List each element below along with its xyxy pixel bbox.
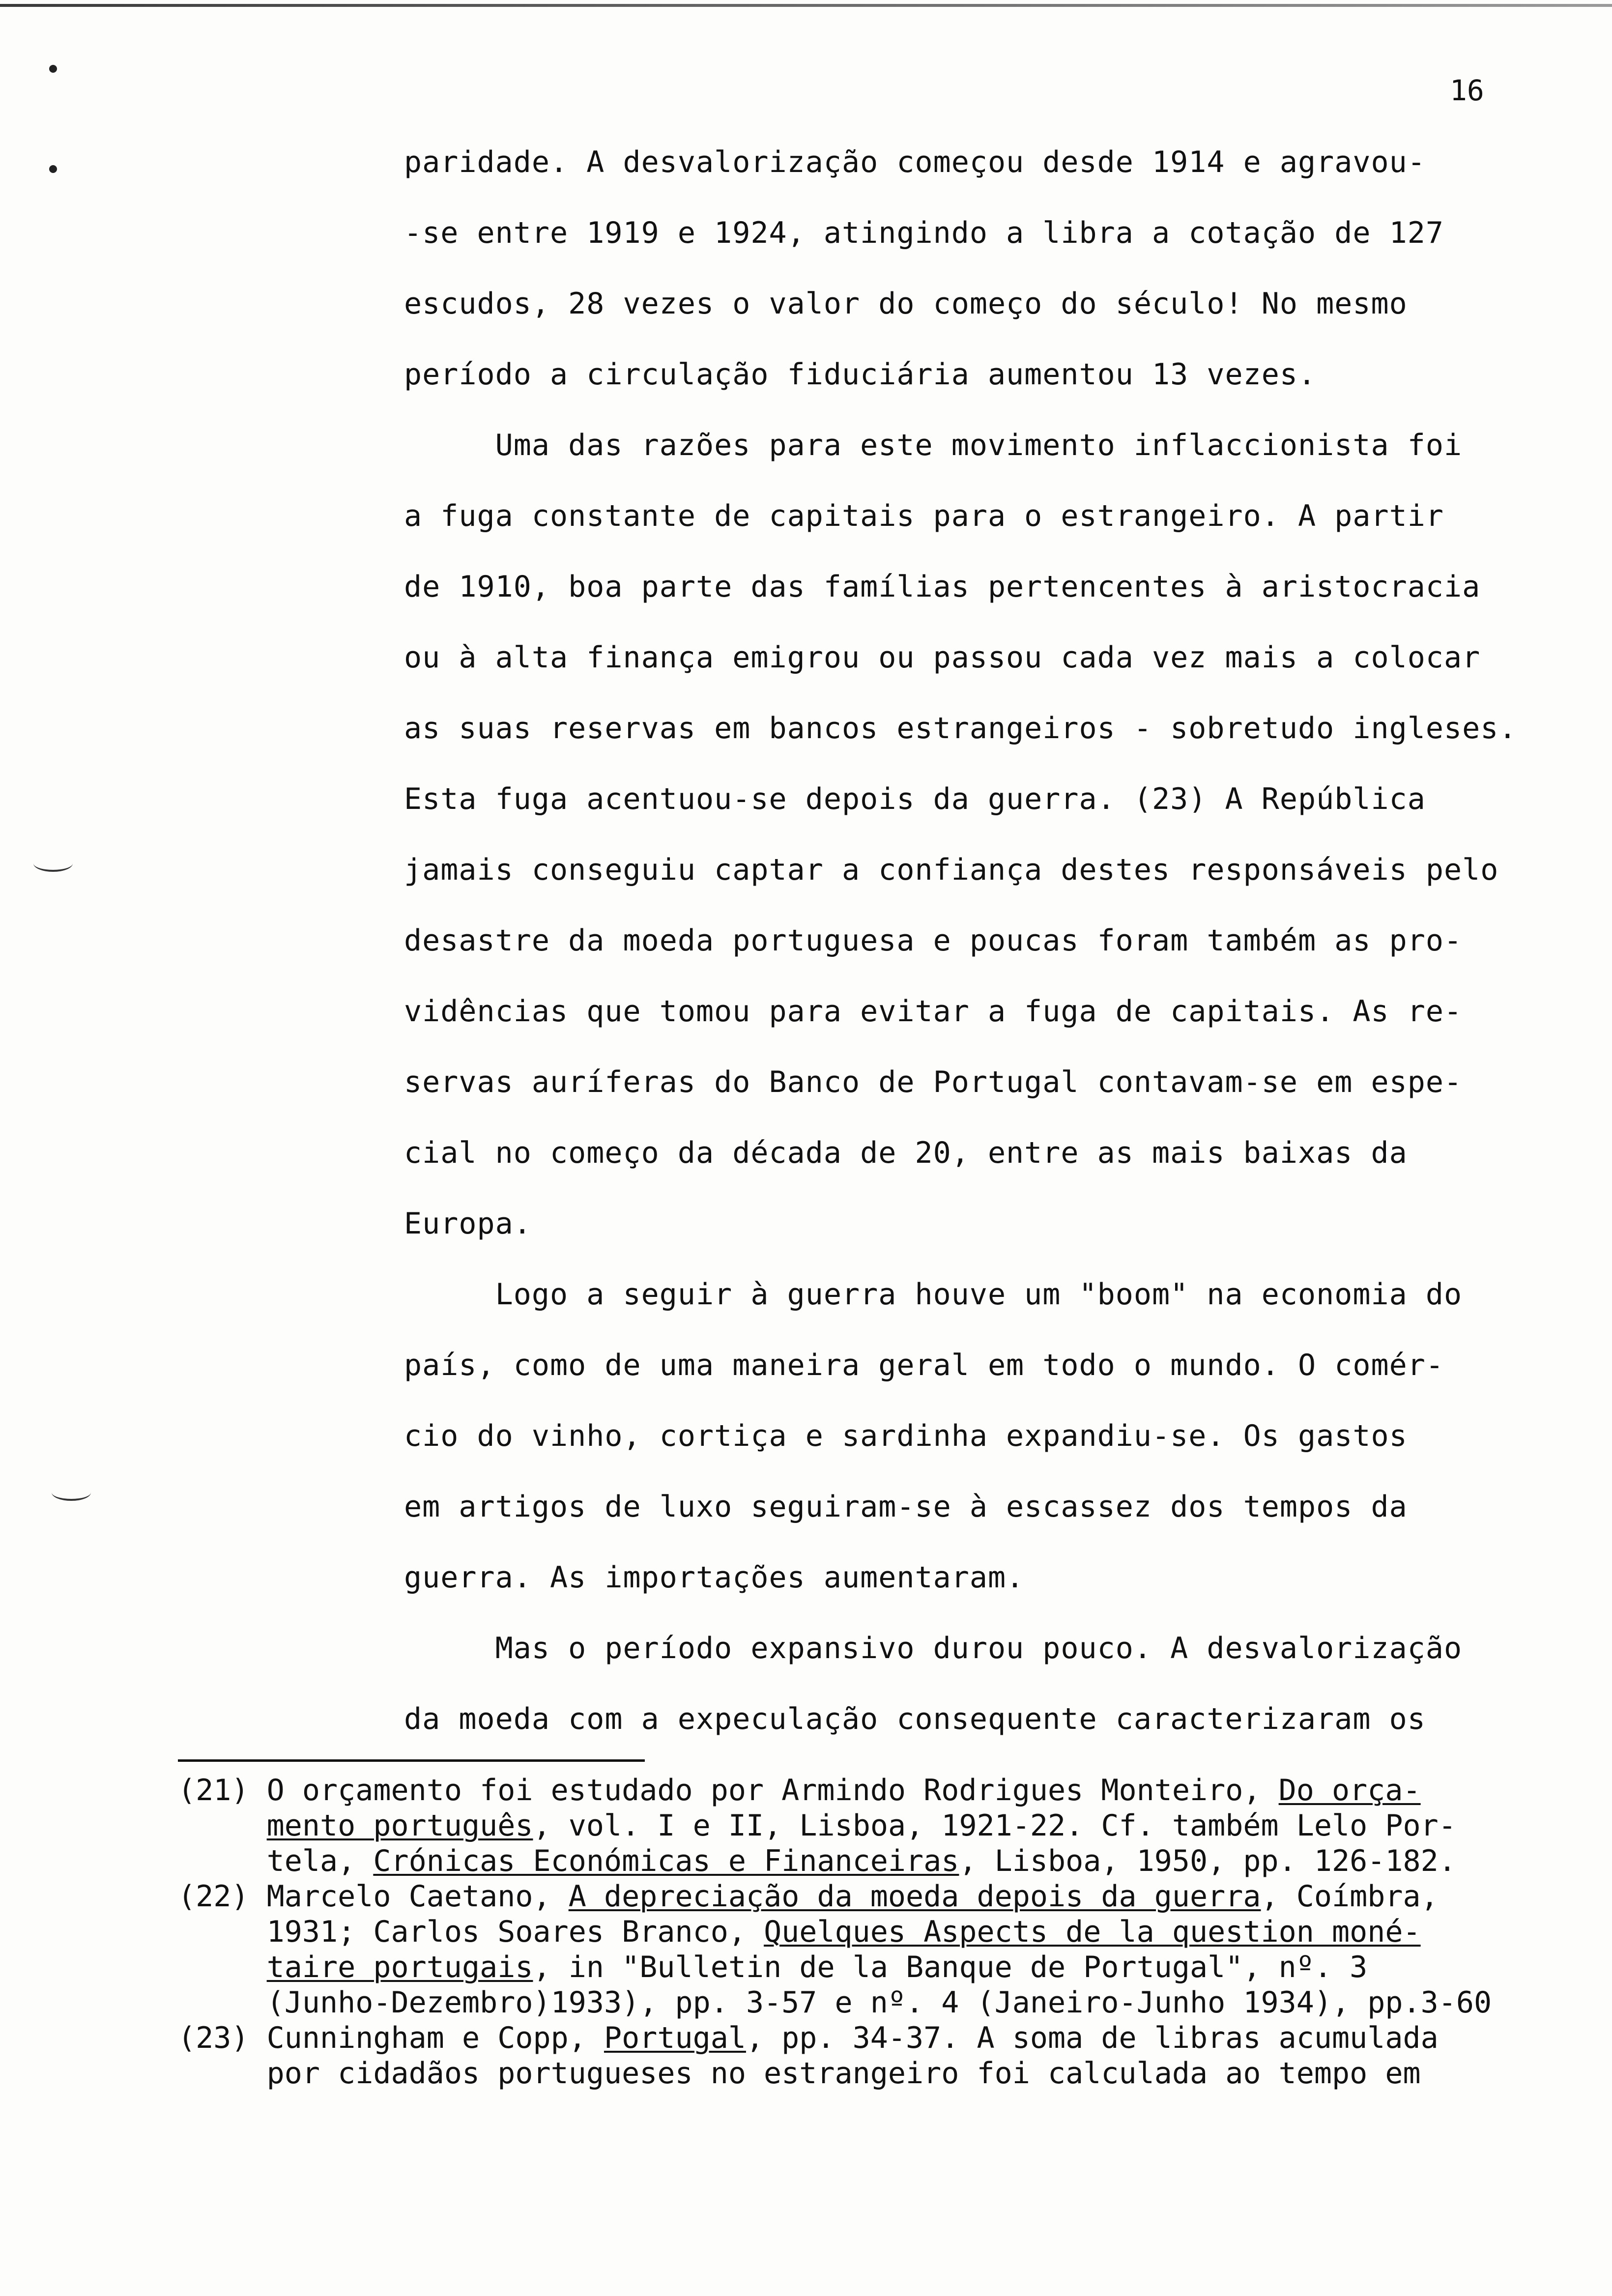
cited-title: mento português <box>266 1808 533 1843</box>
body-line: Uma das razões para este movimento inflaccionista foi <box>404 428 1463 462</box>
body-text <box>404 147 1593 1775</box>
body-line: guerra. As importações aumentaram. <box>404 1560 1025 1595</box>
footnote-text: tela, <box>178 1844 374 1878</box>
footnote-text: , vol. I e II, Lisboa, 1921-22. Cf. também Lelo Por- <box>533 1808 1456 1843</box>
footnote-indent <box>178 1808 267 1843</box>
footnote-divider <box>178 1759 645 1762</box>
body-line: desastre da moeda portuguesa e poucas foram também as pro- <box>404 923 1463 958</box>
cited-title: Portugal <box>604 2021 746 2055</box>
body-line: cial no começo da década de 20, entre as mais baixas da <box>404 1136 1408 1170</box>
body-line: país, como de uma maneira geral em todo o mundo. O comér- <box>404 1348 1444 1382</box>
body-line: cio do vinho, cortiça e sardinha expandiu-se. Os gastos <box>404 1419 1408 1453</box>
body-line: da moeda com a expeculação consequente caracterizaram os <box>404 1702 1426 1736</box>
footnote-text: , Lisboa, 1950, pp. 126-182. <box>959 1844 1456 1878</box>
footnote-23-line <box>178 2022 1593 2057</box>
body-line: vidências que tomou para evitar a fuga de capitais. As re- <box>404 994 1463 1029</box>
footnote-21-line <box>178 1809 1593 1845</box>
footnote-text: , pp. 34-37. A soma de libras acumulada <box>746 2021 1439 2055</box>
body-line: Europa. <box>404 1206 532 1241</box>
footnotes <box>178 1774 1593 2093</box>
footnote-text: 1931; Carlos Soares Branco, <box>178 1915 764 1949</box>
footnote-22-line <box>178 1916 1593 1951</box>
footnote-22-line <box>178 1951 1593 1986</box>
body-line: servas auríferas do Banco de Portugal contavam-se em espe- <box>404 1065 1463 1099</box>
body-line: Mas o período expansivo durou pouco. A desvalorização <box>404 1631 1463 1665</box>
footnote-21-line <box>178 1774 1593 1809</box>
punch-hole-mark <box>33 855 73 872</box>
body-line: Esta fuga acentuou-se depois da guerra. (23) A República <box>404 782 1426 816</box>
footnote-text: (22) Marcelo Caetano, <box>178 1879 569 1914</box>
cited-title: A depreciação da moeda depois da guerra <box>568 1879 1261 1914</box>
body-line: as suas reservas em bancos estrangeiros - sobretudo ingleses. <box>404 711 1517 746</box>
body-line: escudos, 28 vezes o valor do começo do século! No mesmo <box>404 287 1408 321</box>
cited-title: taire portugais <box>266 1950 533 1984</box>
body-line: de 1910, boa parte das famílias pertencentes à aristocracia <box>404 570 1481 604</box>
footnote-text: , Coímbra, <box>1261 1879 1439 1914</box>
footnote-22-line: (Junho-Dezembro)1933), pp. 3-57 e nº. 4 (Janeiro-Junho 1934), pp.3-60 <box>178 1985 1492 2020</box>
punch-hole-mark <box>52 1484 91 1501</box>
page-number: 16 <box>1450 74 1484 107</box>
footnote-23-line: por cidadãos portugueses no estrangeiro foi calculada ao tempo em <box>178 2056 1421 2091</box>
footnote-text: (23) Cunningham e Copp, <box>178 2021 604 2055</box>
scan-top-edge <box>0 4 1612 7</box>
body-line: período a circulação fiduciária aumentou 13 vezes. <box>404 357 1317 392</box>
footnote-22-line <box>178 1880 1593 1916</box>
body-line: Logo a seguir à guerra houve um "boom" na economia do <box>404 1277 1463 1312</box>
footnote-21-line <box>178 1845 1593 1880</box>
footnote-text: (21) O orçamento foi estudado por Armindo Rodrigues Monteiro, <box>178 1773 1279 1808</box>
margin-bullet-mark <box>49 165 57 173</box>
body-line: jamais conseguiu captar a confiança destes responsáveis pelo <box>404 853 1499 887</box>
cited-title: Do orça- <box>1278 1773 1421 1808</box>
body-line: ou à alta finança emigrou ou passou cada vez mais a colocar <box>404 640 1481 675</box>
body-line: a fuga constante de capitais para o estrangeiro. A partir <box>404 499 1444 533</box>
body-line: paridade. A desvalorização começou desde 1914 e agravou- <box>404 145 1426 179</box>
cited-title: Quelques Aspects de la question moné- <box>764 1915 1421 1949</box>
body-line: em artigos de luxo seguiram-se à escassez dos tempos da <box>404 1490 1408 1524</box>
footnote-text: , in "Bulletin de la Banque de Portugal", nº. 3 <box>533 1950 1368 1984</box>
body-line: -se entre 1919 e 1924, atingindo a libra a cotação de 127 <box>404 216 1444 250</box>
margin-bullet-mark <box>49 65 57 73</box>
cited-title: Crónicas Económicas e Financeiras <box>373 1844 959 1878</box>
footnote-indent <box>178 1950 267 1984</box>
